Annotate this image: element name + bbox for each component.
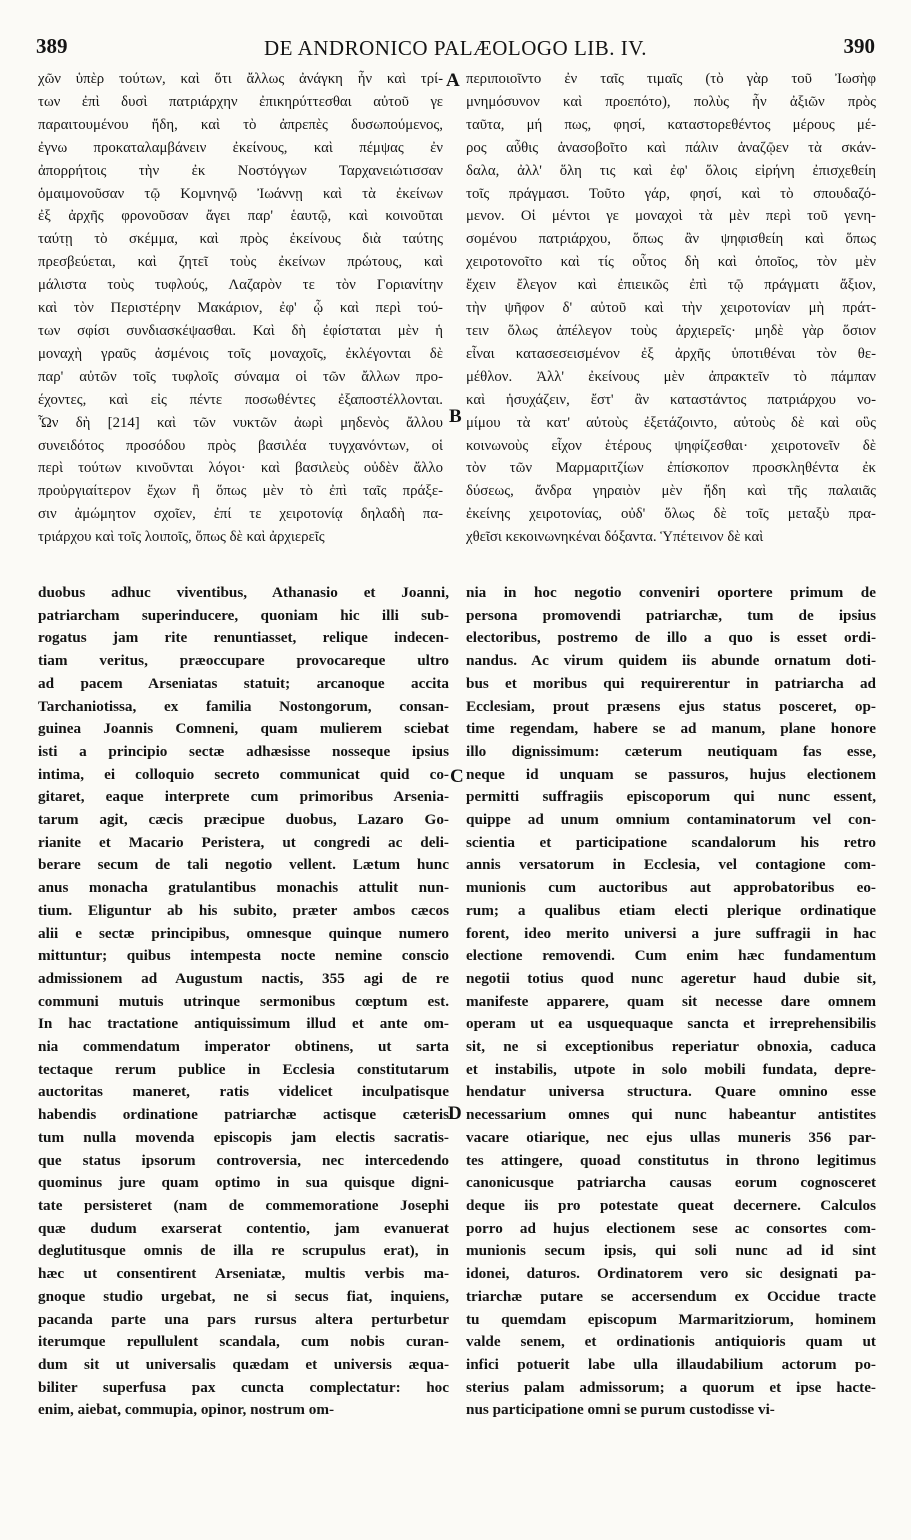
text-line: habendis ordinatione patriarchæ actisque cæteris bbox=[38, 1106, 449, 1124]
text-line: μνημόσυνον καὶ προεπότο), πολὺς ἦν ἀξιῶν πρὸς bbox=[466, 93, 876, 110]
text-line: μέθλον. Ἀλλ' ἐκείνους μὲν ἀπρακτεῖν τὸ πάμπαν bbox=[466, 368, 876, 385]
text-line: rianite et Macario Peristera, ut congredi ac deli- bbox=[38, 833, 449, 851]
text-line: annis versatorum in Ecclesia, vel contagione com- bbox=[466, 856, 876, 874]
text-line: electione removendi. Cum enim hæc fundamentum bbox=[466, 947, 876, 965]
text-line: auctoritas maneret, ratis videlicet inculpatisque bbox=[38, 1083, 449, 1101]
text-line: triarchæ putare se accersendum ex Occidue tracte bbox=[466, 1287, 876, 1305]
text-line: τριάρχου καὶ τοῖς λοιποῖς, ὅπως δὲ καὶ ἀρχιερεῖς bbox=[38, 529, 325, 546]
text-line: προὐργιαίτερον ἔχων ἢ ὅπως μὲν τὸ ἐπὶ ταῖς πράξε- bbox=[38, 483, 443, 500]
text-line: manifeste apparere, quam sit necesse dare omnem bbox=[466, 992, 876, 1010]
text-line: anus monacha gratulantibus monachis attulit nun- bbox=[38, 879, 449, 897]
page-header bbox=[36, 34, 875, 64]
text-line: καὶ ἡσυχάζειν, ἔστ' ἂν καταστάντος πατριάρχου νο- bbox=[466, 391, 876, 408]
text-line: μάλιστα τοὺς τυφλούς, Λαζαρὸν τε τὸν Γοριανίτην bbox=[38, 277, 443, 294]
text-line: In hac tractatione antiquissimum illud et ante om- bbox=[38, 1015, 449, 1033]
text-line: permitti suffragiis episcoporum qui nunc essent, bbox=[466, 788, 876, 806]
text-line: παραιτουμένου ἤδη, καὶ τὸ ἀπρεπὲς δυσωπούμενος, bbox=[38, 116, 443, 133]
text-line: munionis secum ipsis, qui soli nunc ad id sint bbox=[466, 1242, 876, 1260]
margin-letter-d: D bbox=[448, 1103, 462, 1124]
latin-column-right bbox=[466, 582, 876, 1462]
text-line: δαλα, ἀλλ' ὅλη τις καὶ ἐφ' ὅλοις εἰρήνη ἐπισχεθείη bbox=[466, 162, 876, 179]
text-line: et instabilis, utpote in solo mobili fundata, depre- bbox=[466, 1060, 876, 1078]
text-line: Tarchaniotissa, ex familia Nostongorum, consan- bbox=[38, 697, 449, 715]
text-line: ἐγνω προκαταλαμβάνειν ἐκείνους, καὶ πέμψας ἐν bbox=[38, 139, 443, 156]
text-line: περιποιοῖντο ἐν ταῖς τιμαῖς (τὸ γὰρ τοῦ Ἰωσὴφ bbox=[466, 71, 876, 87]
margin-letter-c: C bbox=[450, 766, 464, 787]
text-line: berare secum de tali negotio vellent. Lætum hunc bbox=[38, 856, 449, 874]
text-line: συνειδότος προσόδου πρὸς βασιλέα τυγχανόντων, οἱ bbox=[38, 437, 443, 454]
text-line: έχοντες, καὶ εἰς πέντε ποσωθέντες ἐξαποστέλλονται. bbox=[38, 391, 443, 408]
text-line: intima, ei colloquio secreto communicat quid co- bbox=[38, 765, 449, 783]
text-line: enim, aiebat, commupia, opinor, nostrum om- bbox=[38, 1401, 335, 1419]
text-line: nandus. Ac virum quidem iis abunde ornatum doti- bbox=[466, 652, 876, 670]
text-line: μενον. Οἱ μέντοι γε μοναχοὶ τὰ μὲν περὶ τοῦ γενη- bbox=[466, 208, 876, 225]
text-line: παρ' αὐτῶν τοῖς τυφλοῖς σύναμα οἱ τῶν ἄλλων προ- bbox=[38, 368, 443, 385]
latin-column-left bbox=[38, 582, 449, 1462]
greek-column-right bbox=[466, 68, 876, 568]
text-line: μίμου τὰ κατ' αὐτοὺς ἐξετάζοιντο, αὐτοὺς δὲ καὶ οὓς bbox=[466, 414, 876, 431]
text-line: forent, ideo merito universi a jure suffragii in hac bbox=[466, 924, 876, 942]
text-line: que status ipsorum controversia, nec intercedendo bbox=[38, 1151, 449, 1169]
text-line: sterius palam admissorum; a quorum et ipse hacte- bbox=[466, 1378, 876, 1396]
text-line: χθεῖσι κεκοινωνηκέναι δόξαντα. Ὑπέτεινον δὲ καὶ bbox=[466, 529, 764, 546]
text-line: alii e sectæ principibus, omnesque quinque numero bbox=[38, 924, 449, 942]
text-line: χῶν ὑπὲρ τούτων, καὶ ὅτι ἄλλως ἀνάγκη ἦν καὶ τρί- bbox=[38, 71, 443, 87]
text-line: rogatus jam rite renuntiasset, relique indecen- bbox=[38, 629, 449, 647]
text-line: mittuntur; quibus intempesta nocte nemine conscio bbox=[38, 947, 449, 965]
text-line: dum sit ut universalis quædam et universis æqua- bbox=[38, 1355, 449, 1373]
page-number-left: 389 bbox=[36, 34, 68, 58]
text-line: κοινωνοὺς εἶχον ἑτέρους ψηφίζεσθαι· χειροτονεῖν δὲ bbox=[466, 437, 876, 454]
text-line: hendatur universa structura. Quare omnino esse bbox=[466, 1083, 876, 1101]
text-line: σομένου πατριάρχου, ὅπως ἂν ψηφισθείη καὶ ὅπως bbox=[466, 231, 876, 248]
text-line: operam ut ea usquequaque sancta et irreprehensibilis bbox=[466, 1015, 876, 1033]
text-line: gitaret, eaque interprete cum primoribus Arsenia- bbox=[38, 788, 449, 806]
text-line: nia commendatum imperator obtinens, ut sarta bbox=[38, 1038, 449, 1056]
text-line: tate persisteret (nam de commemoratione Josephi bbox=[38, 1196, 449, 1214]
text-line: negotii totius quod nunc ageretur haud dubie sit, bbox=[466, 969, 876, 987]
text-line: περὶ τούτων κινοῦνται λόγοι· καὶ βασιλεὺς οὐδὲν ἄλλο bbox=[38, 460, 443, 477]
text-line: deglutitusque omnis de illa re scrupulus erat), in bbox=[38, 1242, 449, 1260]
text-line: tium. Eliguntur ab his subito, præter ambos cæcos bbox=[38, 901, 449, 919]
text-line: πρεσβεύεται, καὶ ζητεῖ τοὺς ἐκείνων πρώτους, καὶ bbox=[38, 254, 443, 271]
text-line: tum nulla movenda episcopis jam electis sacratis- bbox=[38, 1128, 449, 1146]
text-line: time regendam, habere se ad manum, plane honore bbox=[466, 720, 876, 738]
text-line: porro ad hujus electionem sese ac consortes com- bbox=[466, 1219, 876, 1237]
text-line: patriarcham superinducere, quoniam hic illi sub- bbox=[38, 606, 449, 624]
text-line: necessarium omnes qui nunc habeantur antistites bbox=[466, 1106, 876, 1124]
text-line: ad pacem Arseniatas statuit; arcanoque accita bbox=[38, 674, 449, 692]
margin-letter-b: B bbox=[449, 406, 462, 427]
text-line: bus et moribus qui requirerentur in patriarcha ad bbox=[466, 674, 876, 692]
text-line: τὴν ψῆφον δ' αὐτοῦ καὶ τὴν χειροτονίαν μὴ πράτ- bbox=[466, 300, 876, 317]
text-line: nia in hoc negotio conveniri oportere primum de bbox=[466, 584, 876, 601]
text-line: neque id unquam se passuros, hujus electionem bbox=[466, 765, 876, 783]
text-line: quominus jure quam optimo in sua quisque digni- bbox=[38, 1174, 449, 1192]
text-line: duobus adhuc viventibus, Athanasio et Joanni, bbox=[38, 584, 449, 601]
greek-column-left bbox=[38, 68, 443, 568]
text-line: εἶναι κατασεσεισμένον ἐξ ἀρχῆς ὑποτιθέναι τὸν θε- bbox=[466, 345, 876, 362]
text-line: ἐκείνης χειροτονίας, οὐδ' ὅλως δὲ τοῖς μεταξὺ πρα- bbox=[466, 506, 876, 523]
text-line: illo dignissimum: cæterum neutiquam fas esse, bbox=[466, 742, 876, 760]
text-line: rum; a qualibus etiam electi plerique ordinatique bbox=[466, 901, 876, 919]
text-line: ταύτῃ τὸ σκέμμα, καὶ πρὸς ἐκείνους διὰ ταύτης bbox=[38, 231, 443, 248]
text-line: ρος αὖθις ἀνασοβοῖτο καὶ πάλιν ἀναζῷεν τὰ σκάν- bbox=[466, 139, 876, 156]
text-line: communi mutuis utrinque sermonibus cœptum est. bbox=[38, 992, 449, 1010]
text-line: admissionem ad Augustum nactis, 355 agi de re bbox=[38, 969, 449, 987]
text-line: καὶ τὸν Περιστέρην Μακάριον, ἐφ' ᾧ καὶ περὶ τού- bbox=[38, 300, 443, 317]
text-line: τοῖς πράγμασι. Τοῦτο γάρ, φησί, καὶ τὸ σπουδαζό- bbox=[466, 185, 876, 202]
text-line: tectaque rerum publice in Ecclesia constitutarum bbox=[38, 1060, 449, 1078]
text-line: deque iis pro potestate queat decernere. Calculos bbox=[466, 1196, 876, 1214]
text-line: guinea Joannis Comneni, quam mulierem sciebat bbox=[38, 720, 449, 738]
text-line: tu quemdam episcopum Marmaritziorum, hominem bbox=[466, 1310, 876, 1328]
text-line: σιν ἀμώμητον σχοῖεν, ἐπί τε χειροτονίᾳ δηλαδὴ πα- bbox=[38, 506, 443, 523]
text-line: isti a principio sectæ adhæsisse nosseque ipsius bbox=[38, 742, 449, 760]
text-line: iterumque repullulent scandala, cum nobis curan- bbox=[38, 1333, 449, 1351]
text-line: quæ dudum exarserat contentio, jam evanuerat bbox=[38, 1219, 449, 1237]
text-line: nus participatione omni se purum custodisse vi- bbox=[466, 1401, 775, 1419]
text-line: vacare otiarique, nec ejus ullas muneris 356 par- bbox=[466, 1128, 876, 1146]
text-line: των σφίσι συνδιασκέψασθαι. Καὶ δὴ ἐφίσταται μὲν ἡ bbox=[38, 322, 443, 339]
text-line: μοναχὴ γραῦς ἀσμένοις τοῖς μοναχοῖς, ἐκλέγονται δὲ bbox=[38, 345, 443, 362]
text-line: δύσεως, ἄνδρα γηραιὸν μὲν ἤδη καὶ τῆς παλαιᾶς bbox=[466, 483, 876, 500]
text-line: electoribus, postremo de illo a quo is esset ordi- bbox=[466, 629, 876, 647]
text-line: sit, ne si exceptionibus reperiatur obnoxia, caduca bbox=[466, 1038, 876, 1056]
text-line: τειν ὅλως ἀπέλεγον τοὺς ἀρχιερεῖς· μηδὲ γὰρ ὅσιον bbox=[466, 322, 876, 339]
text-line: gnoque studio urgebat, ne si secus fiat, inquiens, bbox=[38, 1287, 449, 1305]
text-line: χειροτονοῖτο καὶ τίς οὗτος δὴ καὶ ὁποῖος, τὸν μὲν bbox=[466, 254, 876, 271]
text-line: valde senem, et ordinationis antiquioris quam ut bbox=[466, 1333, 876, 1351]
text-line: infici potuerit labe ulla illaudabilium actorum po- bbox=[466, 1355, 876, 1373]
text-line: munionis cum auctoribus aut approbatoribus eo- bbox=[466, 879, 876, 897]
text-line: Ecclesiam, prout præsens ejus status posceret, op- bbox=[466, 697, 876, 715]
text-line: tarum agit, cæcis præcipue duobus, Lazaro Go- bbox=[38, 811, 449, 829]
text-line: ἐξ ἀρχῆς φρονοῦσαν ἄγει παρ' ἑαυτῷ, καὶ κοινοῦται bbox=[38, 208, 443, 225]
margin-letter-a: A bbox=[446, 70, 460, 91]
text-line: persona promovendi patriarchæ, tum de ipsius bbox=[466, 606, 876, 624]
text-line: idonei, daturos. Ordinatorem vero sic designati pa- bbox=[466, 1265, 876, 1283]
text-line: ἔχειν ἔλεγον καὶ ἐπιεικῶς ἐπὶ τῷ πράγματι ἄξιον, bbox=[466, 277, 876, 294]
text-line: hæc ut consentirent Arseniatæ, multis verbis ma- bbox=[38, 1265, 449, 1283]
text-line: scientia et participatione scandalorum his retro bbox=[466, 833, 876, 851]
page-number-right: 390 bbox=[843, 34, 875, 58]
text-line: tiam veritus, præoccupare provocareque ultro bbox=[38, 652, 449, 670]
text-line: των ἐπὶ δυσὶ πατριάρχην ἐπικηρύττεσθαι αὐτοῦ γε bbox=[38, 93, 443, 110]
text-line: τὸν τῶν Μαρμαριτζίων ἐπίσκοπον προσκληθέντα ἐκ bbox=[466, 460, 876, 477]
text-line: ὁμαιμονοῦσαν τῷ Κομνηνῷ Ἰωάννῃ καὶ τὰ ἐκείνων bbox=[38, 185, 443, 202]
running-title: DE ANDRONICO PALÆOLOGO LIB. IV. bbox=[263, 36, 648, 60]
text-line: Ὧν δὴ [214] καὶ τῶν νυκτῶν ἀωρὶ μηδενὸς ἄλλου bbox=[38, 414, 443, 431]
text-line: canonicusque patriarcha causas eorum cognosceret bbox=[466, 1174, 876, 1192]
text-line: pacanda parte una pars rursus altera perturbetur bbox=[38, 1310, 449, 1328]
text-line: ταῦτα, μή πως, φησί, καταστορεθέντος μέρους μέ- bbox=[466, 116, 876, 133]
text-line: ἀπορρήτοις τὴν ἐκ Νοστόγγων Ταρχανειώτισσαν bbox=[38, 162, 443, 179]
text-line: tes attingere, quoad constitutus in throno legitimus bbox=[466, 1151, 876, 1169]
text-line: quippe ad unum omnium contaminatorum vel con- bbox=[466, 811, 876, 829]
text-line: biliter superfusa pax cuncta complectatur: hoc bbox=[38, 1378, 449, 1396]
